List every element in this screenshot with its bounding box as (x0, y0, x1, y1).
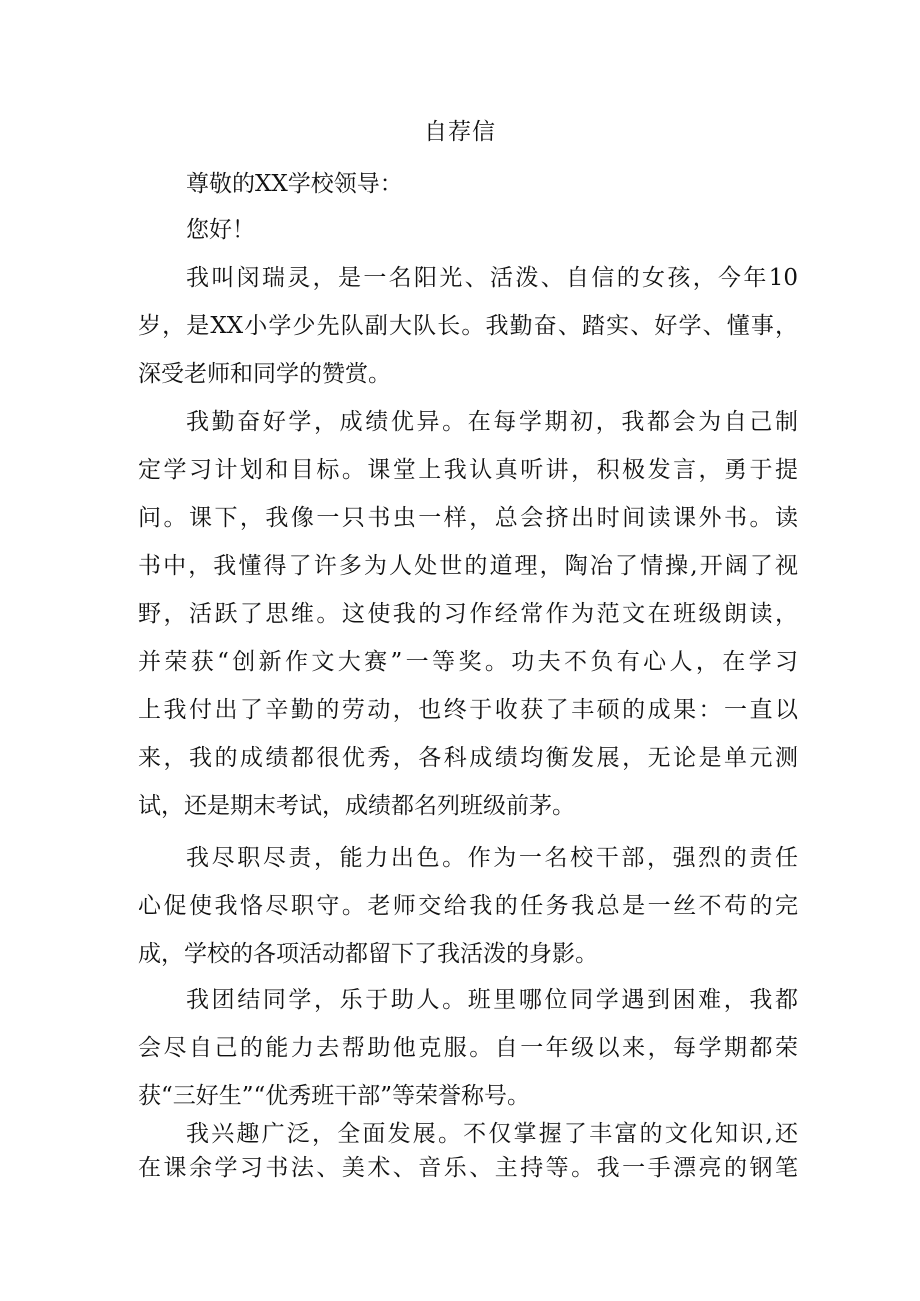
paragraph-line: 野，活跃了思维。这使我的习作经常作为范文在班级朗读， (138, 601, 798, 627)
paragraph-line: 问。课下，我像一只书虫一样，总会挤出时间读课外书。读 (138, 505, 798, 531)
paragraph-line: 我勤奋好学，成绩优异。在每学期初，我都会为自己制 (186, 409, 798, 435)
paragraph-line: 我团结同学，乐于助人。班里哪位同学遇到困难，我都 (186, 987, 798, 1013)
greeting: 您好！ (186, 217, 255, 243)
salutation: 尊敬的XX学校领导： (186, 171, 403, 197)
paragraph-line: 岁，是XX小学少先队副大队长。我勤奋、踏实、好学、懂事， (138, 313, 798, 339)
paragraph-line: 并荣获“创新作文大赛”一等奖。功夫不负有心人，在学习 (138, 649, 798, 675)
document-title: 自荐信 (424, 119, 496, 145)
paragraph-line: 我叫闵瑞灵，是一名阳光、活泼、自信的女孩，今年10 (186, 265, 798, 291)
paragraph-line: 上我付出了辛勤的劳动，也终于收获了丰硕的成果：一直以 (138, 697, 798, 723)
paragraph-line: 深受老师和同学的赞赏。 (138, 361, 391, 387)
paragraph-line: 会尽自己的能力去帮助他克服。自一年级以来，每学期都荣 (138, 1035, 798, 1061)
paragraph-line: 成，学校的各项活动都留下了我活泼的身影。 (138, 941, 598, 967)
paragraph-line: 获“三好生”“优秀班干部”等荣誉称号。 (138, 1083, 531, 1109)
paragraph-line: 我兴趣广泛，全面发展。不仅掌握了丰富的文化知识,还 (186, 1121, 798, 1147)
paragraph-line: 定学习计划和目标。课堂上我认真听讲，积极发言，勇于提 (138, 457, 798, 483)
paragraph-line: 书中，我懂得了许多为人处世的道理，陶冶了情操,开阔了视 (138, 553, 798, 579)
paragraph-line: 来，我的成绩都很优秀，各科成绩均衡发展，无论是单元测 (138, 745, 798, 771)
paragraph-line: 心促使我恪尽职守。老师交给我的任务我总是一丝不苟的完 (138, 893, 798, 919)
paragraph-line: 我尽职尽责，能力出色。作为一名校干部，强烈的责任 (186, 845, 798, 871)
paragraph-line: 在课余学习书法、美术、音乐、主持等。我一手漂亮的钢笔 (138, 1155, 798, 1181)
paragraph-line: 试，还是期末考试，成绩都名列班级前茅。 (138, 793, 575, 819)
